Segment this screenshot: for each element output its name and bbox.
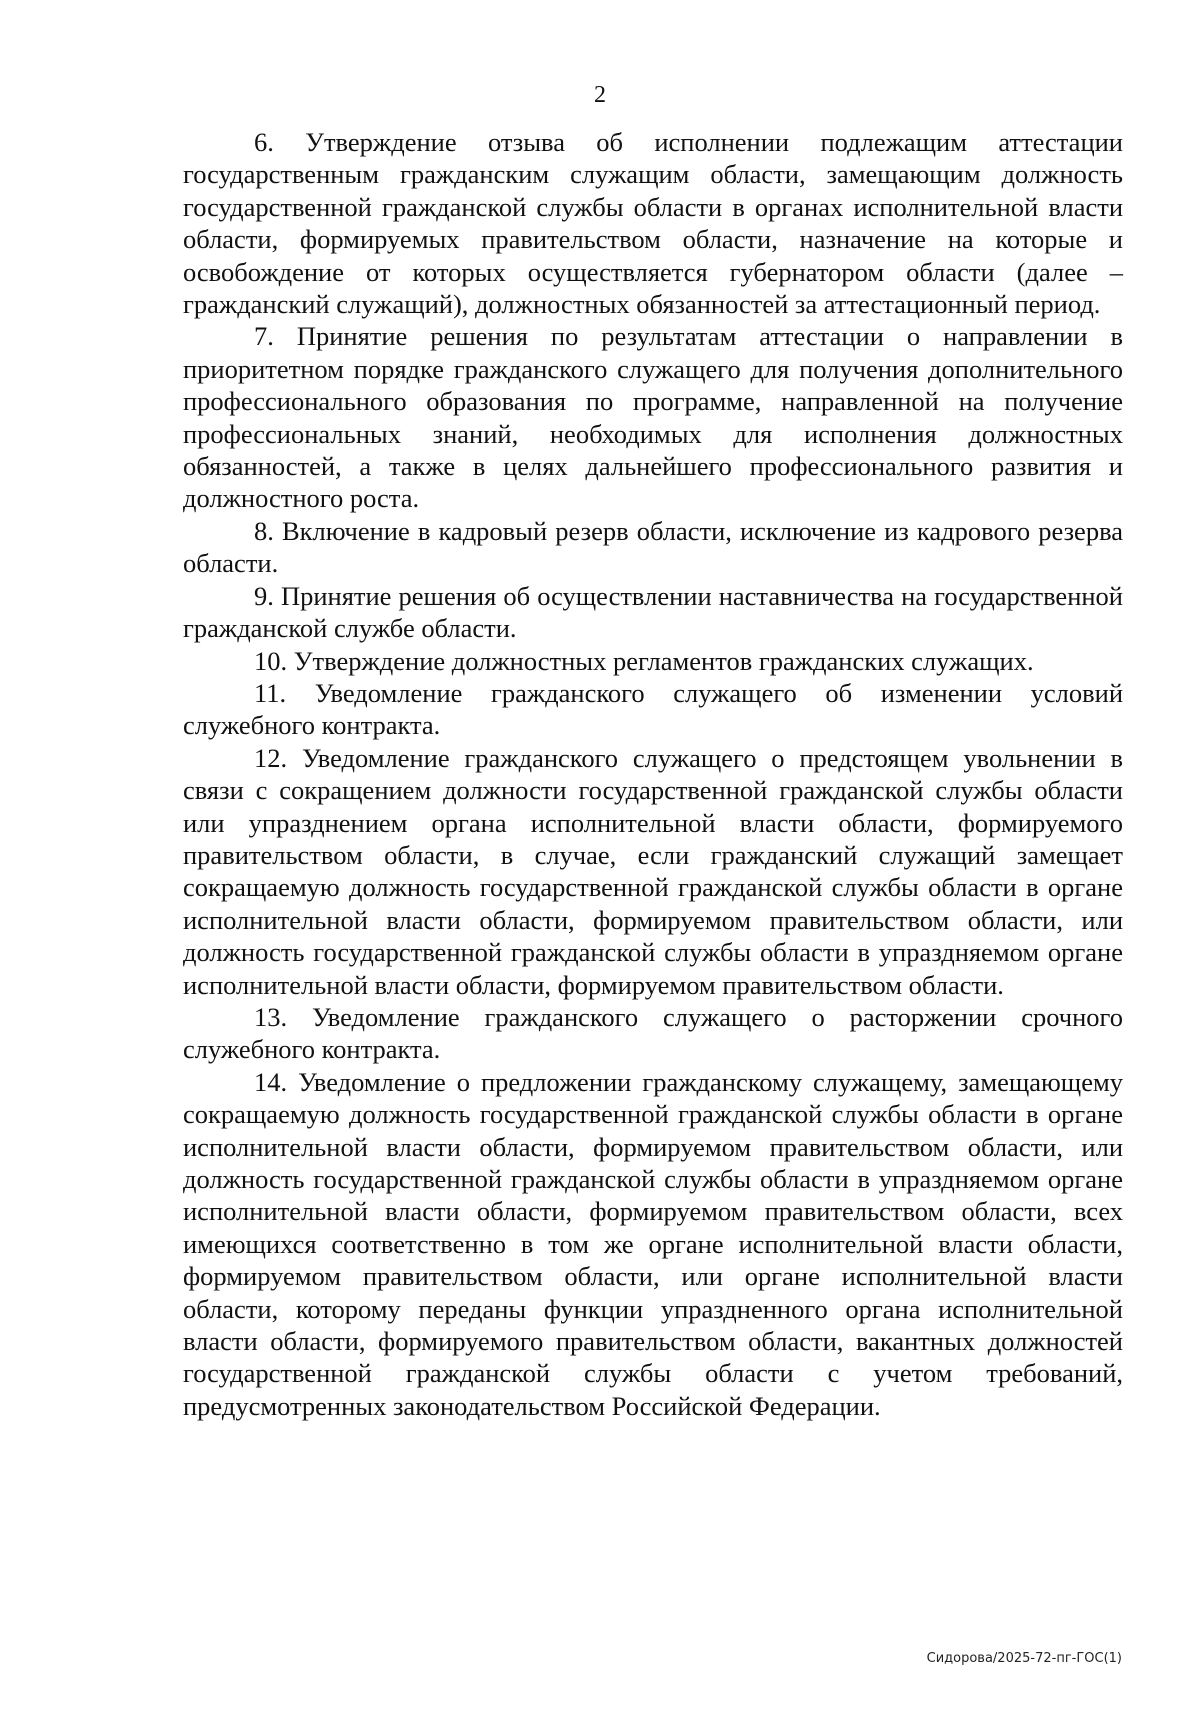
paragraph-6: 6. Утверждение отзыва об исполнении подлежащим аттестации государственным гражданским служащим области, замещающим должность государственной гражданской службы области в органах исполнительной власти области, формируемых правительством области, назначение на которые и освобождение от которых осуществляется губернатором области (далее – гражданский служащий), должностных обязанностей за аттестационный период. [183,127,1123,320]
paragraph-8: 8. Включение в кадровый резерв области, исключение из кадрового резерва области. [183,515,1123,579]
paragraph-14: 14. Уведомление о предложении гражданскому служащему, замещающему сокращаемую должность государственной гражданской службы области в органе исполнительной власти области, формируемом правительством области, или должность государственной гражданской службы области в упраздняемом органе исполнительной власти области, формируемом правительством области, всех имеющихся соответственно в том же органе исполнительной власти области, формируемом правительством области, или органе исполнительной власти области, которому переданы функции упраздненного органа исполнительной власти области, формируемого правительством области, вакантных должностей государственной гражданской службы области с учетом требований, предусмотренных законодательством Российской Федерации. [183,1066,1123,1421]
paragraph-11: 11. Уведомление гражданского служащего об изменении условий служебного контракта. [183,677,1123,741]
page-number: 2 [594,82,606,108]
document-body [183,126,1123,1422]
paragraph-9: 9. Принятие решения об осуществлении наставничества на государственной гражданской службе области. [183,580,1123,644]
document-footer-code: Сидорова/2025-72-пг-ГОС(1) [926,1651,1122,1666]
paragraph-10: 10. Утверждение должностных регламентов гражданских служащих. [254,645,1034,676]
paragraph-12: 12. Уведомление гражданского служащего о предстоящем увольнении в связи с сокращением должности государственной гражданской службы области или упразднением органа исполнительной власти области, формируемого правительством области, в случае, если гражданский служащий замещает сокращаемую должность государственной гражданской службы области в органе исполнительной власти области, формируемом правительством области, или должность государственной гражданской службы области в упраздняемом органе исполнительной власти области, формируемом правительством области. [183,742,1123,1000]
paragraph-13: 13. Уведомление гражданского служащего о расторжении срочного служебного контракта. [183,1001,1123,1065]
paragraph-7: 7. Принятие решения по результатам аттестации о направлении в приоритетном порядке гражданского служащего для получения дополнительного профессионального образования по программе, направленной на получение профессиональных знаний, необходимых для исполнения должностных обязанностей, а также в целях дальнейшего профессионального развития и должностного роста. [183,321,1123,514]
